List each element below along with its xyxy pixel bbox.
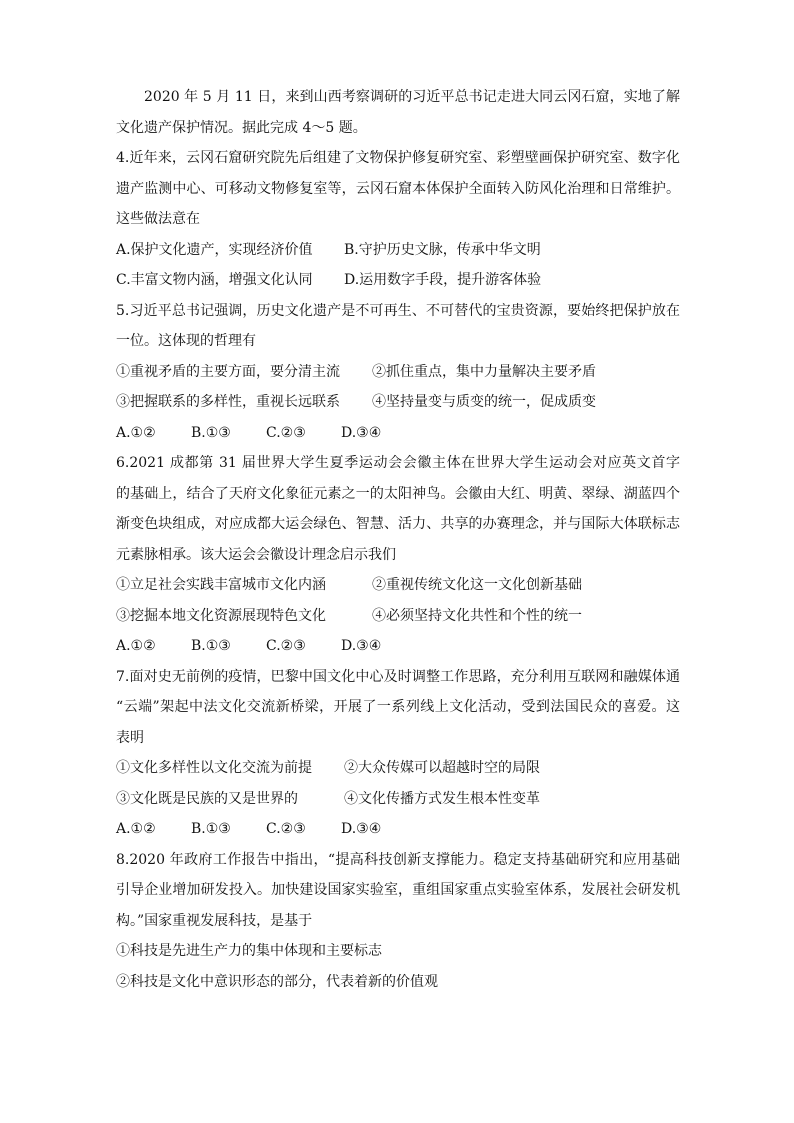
statement-3: ③文化既是民族的又是世界的 [116, 790, 298, 807]
option-c[interactable]: C.②③ [266, 424, 306, 441]
option-c[interactable]: C.丰富文物内涵，增强文化认同 [116, 272, 313, 288]
statement-1: ①立足社会实践丰富城市文化内涵 [116, 577, 326, 593]
option-a[interactable]: A.保护文化遗产，实现经济价值 [116, 241, 313, 258]
option-a[interactable]: A.①② [116, 638, 156, 654]
question-stem-line: 4.近年来，云冈石窟研究院先后组建了文物保护修复研究室、彩塑壁画保护研究室、数字化 [116, 150, 680, 166]
statement-row [116, 753, 680, 784]
statement-1: ①科技是先进生产力的集中体现和主要标志 [116, 943, 382, 959]
option-c[interactable]: C.②③ [266, 821, 306, 837]
intro-line: 文化遗产保护情况。据此完成 4～5 题。 [116, 119, 367, 136]
statement-3: ③把握联系的多样性，重视长远联系 [116, 394, 340, 410]
option-row [116, 265, 680, 296]
question-stem-line: 5.习近平总书记强调，历史文化遗产是不可再生、不可替代的宝贵资源，要始终把保护放在 [116, 302, 680, 319]
option-a[interactable]: A.①② [116, 821, 156, 837]
statement-row [116, 784, 680, 815]
statement-2: ②抓住重点，集中力量解决主要矛盾 [372, 363, 596, 380]
statement-4: ④必须坚持文化共性和个性的统一 [372, 607, 582, 624]
option-d[interactable]: D.③④ [341, 821, 382, 837]
question-stem-line: 的基础上，结合了天府文化象征元素之一的太阳神鸟。会徽由大红、明黄、翠绿、湖蓝四个 [116, 485, 680, 502]
option-row [116, 814, 680, 845]
option-b[interactable]: B.①③ [191, 424, 231, 441]
option-c[interactable]: C.②③ [266, 638, 306, 654]
question-stem-line: 元素脉相承。该大运会会徽设计理念启示我们 [116, 546, 396, 563]
option-row [116, 631, 680, 662]
statement-row [116, 570, 680, 601]
option-row [116, 235, 680, 266]
question-stem-line: 引导企业增加研发投入。加快建设国家实验室，重组国家重点实验室体系，发展社会研发机 [116, 882, 680, 898]
question-stem-line: 8.2020 年政府工作报告中指出，“提高科技创新支撑能力。稳定支持基础研究和应用基础 [116, 851, 680, 868]
option-a[interactable]: A.①② [116, 424, 156, 441]
question-stem-line: 一位。这体现的哲理有 [116, 333, 256, 349]
statement-3: ③挖掘本地文化资源展现特色文化 [116, 607, 326, 624]
statement-row [116, 387, 680, 418]
question-stem-line: 表明 [116, 729, 144, 746]
statement-2: ②大众传媒可以超越时空的局限 [344, 760, 540, 776]
question-stem-line: 6.2021 成都第 31 届世界大学生夏季运动会会徽主体在世界大学生运动会对应英文首字 [116, 455, 680, 471]
statement-row [116, 357, 680, 388]
exam-page [116, 82, 680, 997]
statement-4: ④文化传播方式发生根本性变革 [344, 790, 540, 807]
question-4 [116, 143, 680, 296]
option-b[interactable]: B.①③ [191, 638, 231, 654]
intro-line: 2020 年 5 月 11 日，来到山西考察调研的习近平总书记走进大同云冈石窟，实地了解 [144, 89, 680, 105]
statement-4: ④坚持量变与质变的统一，促成质变 [372, 394, 596, 410]
question-stem-line: 这些做法意在 [116, 211, 200, 227]
question-6 [116, 448, 680, 662]
option-b[interactable]: B.①③ [191, 821, 231, 837]
statement-row [116, 601, 680, 632]
intro-paragraph [116, 82, 680, 143]
option-b[interactable]: B.守护历史文脉，传承中华文明 [344, 241, 541, 258]
option-d[interactable]: D.③④ [341, 638, 382, 654]
question-stem-line: “云端”架起中法文化交流新桥梁，开展了一系列线上文化活动，受到法国民众的喜爱。这 [116, 699, 680, 715]
statement-2: ②科技是文化中意识形态的部分，代表着新的价值观 [116, 973, 438, 990]
option-row [116, 418, 680, 449]
option-d[interactable]: D.运用数字手段，提升游客体验 [344, 272, 542, 288]
question-5 [116, 296, 680, 449]
question-stem-line: 遗产监测中心、可移动文物修复室等，云冈石窟本体保护全面转入防风化治理和日常维护。 [116, 180, 680, 197]
question-stem-line: 7.面对史无前例的疫情，巴黎中国文化中心及时调整工作思路，充分利用互联网和融媒体通 [116, 668, 680, 685]
question-8 [116, 845, 680, 998]
option-d[interactable]: D.③④ [341, 424, 382, 441]
statement-1: ①文化多样性以文化交流为前提 [116, 760, 312, 776]
question-stem-line: 构。”国家重视发展科技，是基于 [116, 912, 313, 929]
question-7 [116, 662, 680, 845]
statement-1: ①重视矛盾的主要方面，要分清主流 [116, 363, 340, 380]
statement-2: ②重视传统文化这一文化创新基础 [372, 577, 582, 593]
question-stem-line: 渐变色块组成，对应成都大运会绿色、智慧、活力、共享的办赛理念，并与国际大体联标志 [116, 516, 680, 532]
